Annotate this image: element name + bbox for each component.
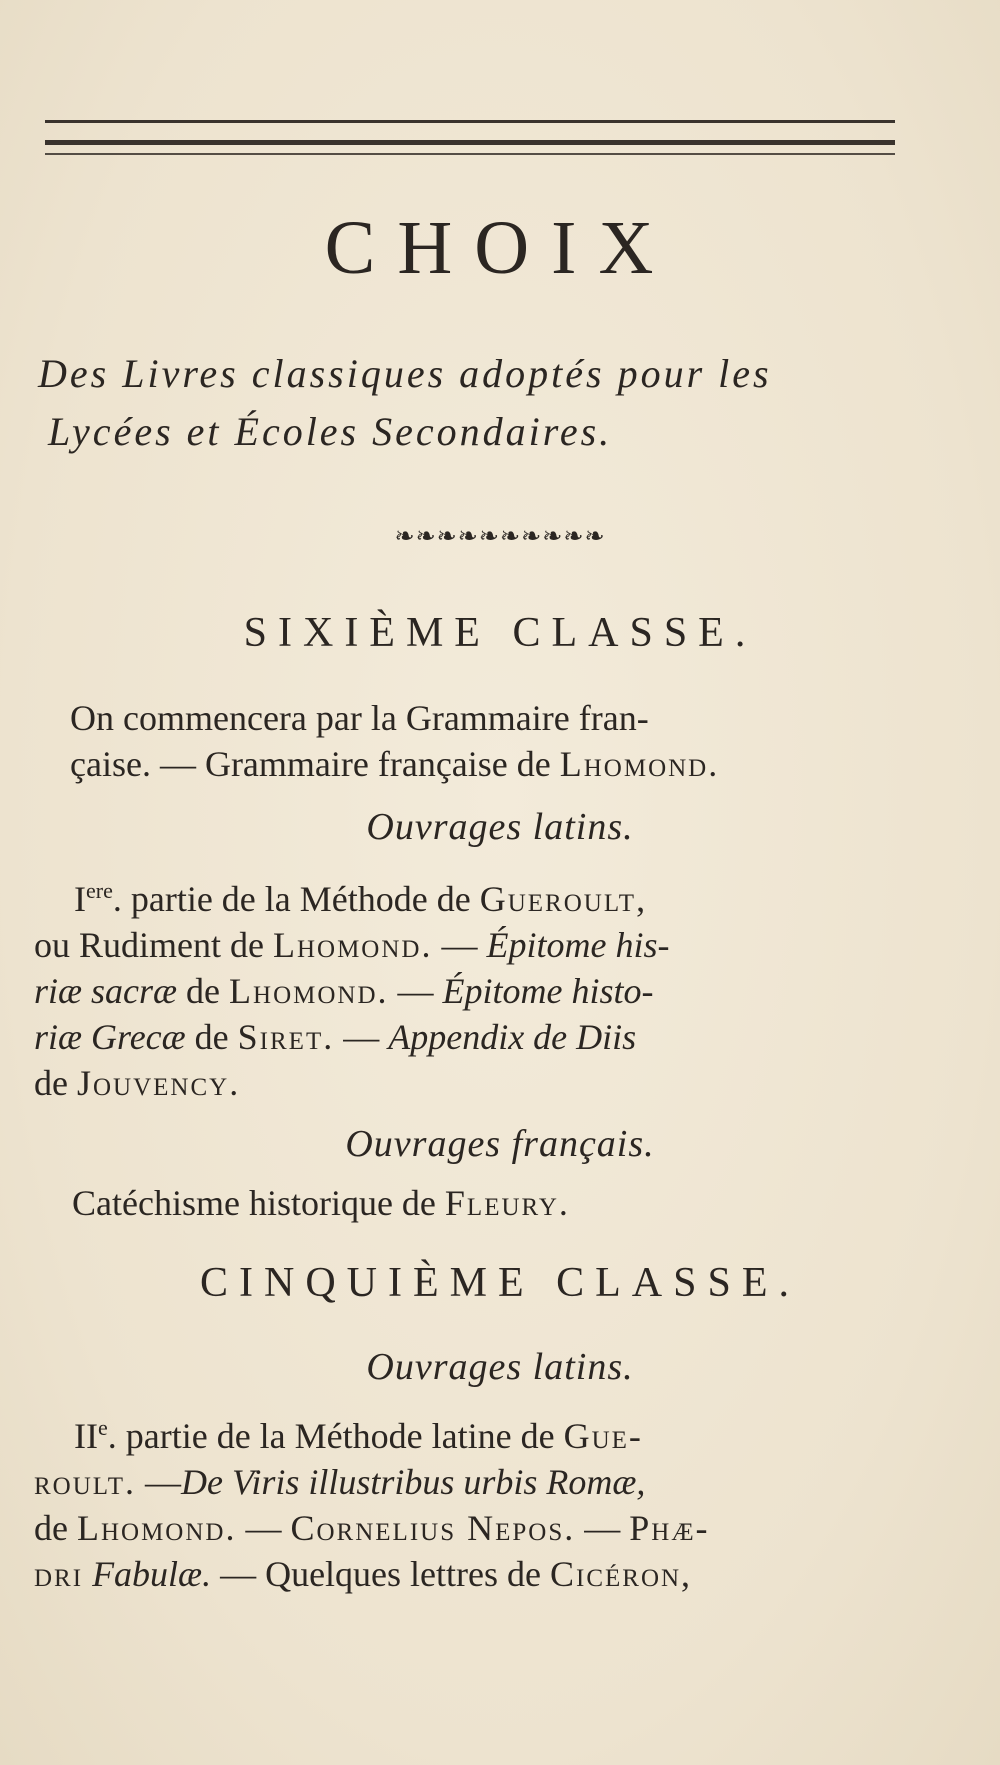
subtitle-line-1: Des Livres classiques adoptés pour les [38, 351, 772, 396]
page-subtitle [38, 345, 958, 461]
sixieme-french-heading: Ouvrages français. [345, 1123, 655, 1165]
section-title-sixieme: SIXIÈME CLASSE. [243, 610, 757, 656]
sixieme-latin-heading: Ouvrages latins. [366, 806, 634, 848]
c-latin-line-4: dri Fabulæ. — Quelques lettres de Cicéron, [34, 1554, 693, 1594]
sixieme-french-works [72, 1180, 932, 1226]
latin-line-5: de Jouvency. [34, 1063, 241, 1103]
intro-line-2: çaise. — Grammaire française de Lhomond. [70, 744, 720, 784]
french-line-1: Catéchisme historique de Fleury. [72, 1183, 570, 1223]
cinquieme-latin-works [34, 1405, 934, 1597]
latin-line-3: riæ sacræ de Lhomond. — Épitome histo- [34, 971, 654, 1011]
intro-line-1: On commencera par la Grammaire fran- [70, 698, 649, 738]
latin-line-4: riæ Grecæ de Siret. — Appendix de Diis [34, 1017, 637, 1057]
page-title: CHOIX [324, 206, 676, 290]
section-title-cinquieme: CINQUIÈME CLASSE. [199, 1260, 800, 1306]
sixieme-intro [70, 695, 930, 787]
latin-line-2: ou Rudiment de Lhomond. — Épitome his- [34, 925, 670, 965]
c-latin-line-3: de Lhomond. — Cornelius Nepos. — Phæ- [34, 1508, 710, 1548]
latin-line-1: Iere. partie de la Méthode de Gueroult, [74, 878, 648, 919]
top-rule-thin [45, 120, 895, 123]
ornament-divider: ❧❧❧❧❧❧❧❧❧❧ [394, 524, 606, 550]
subtitle-line-2: Lycées et Écoles Secondaires. [48, 409, 613, 454]
sixieme-latin-works [34, 868, 934, 1106]
cinquieme-latin-heading: Ouvrages latins. [366, 1346, 634, 1388]
top-rule-thick [45, 140, 895, 145]
c-latin-line-2: roult. —De Viris illustribus urbis Romæ, [34, 1462, 646, 1502]
c-latin-line-1: IIe. partie de la Méthode latine de Gue- [74, 1415, 643, 1456]
top-rule-bottom [45, 153, 895, 155]
